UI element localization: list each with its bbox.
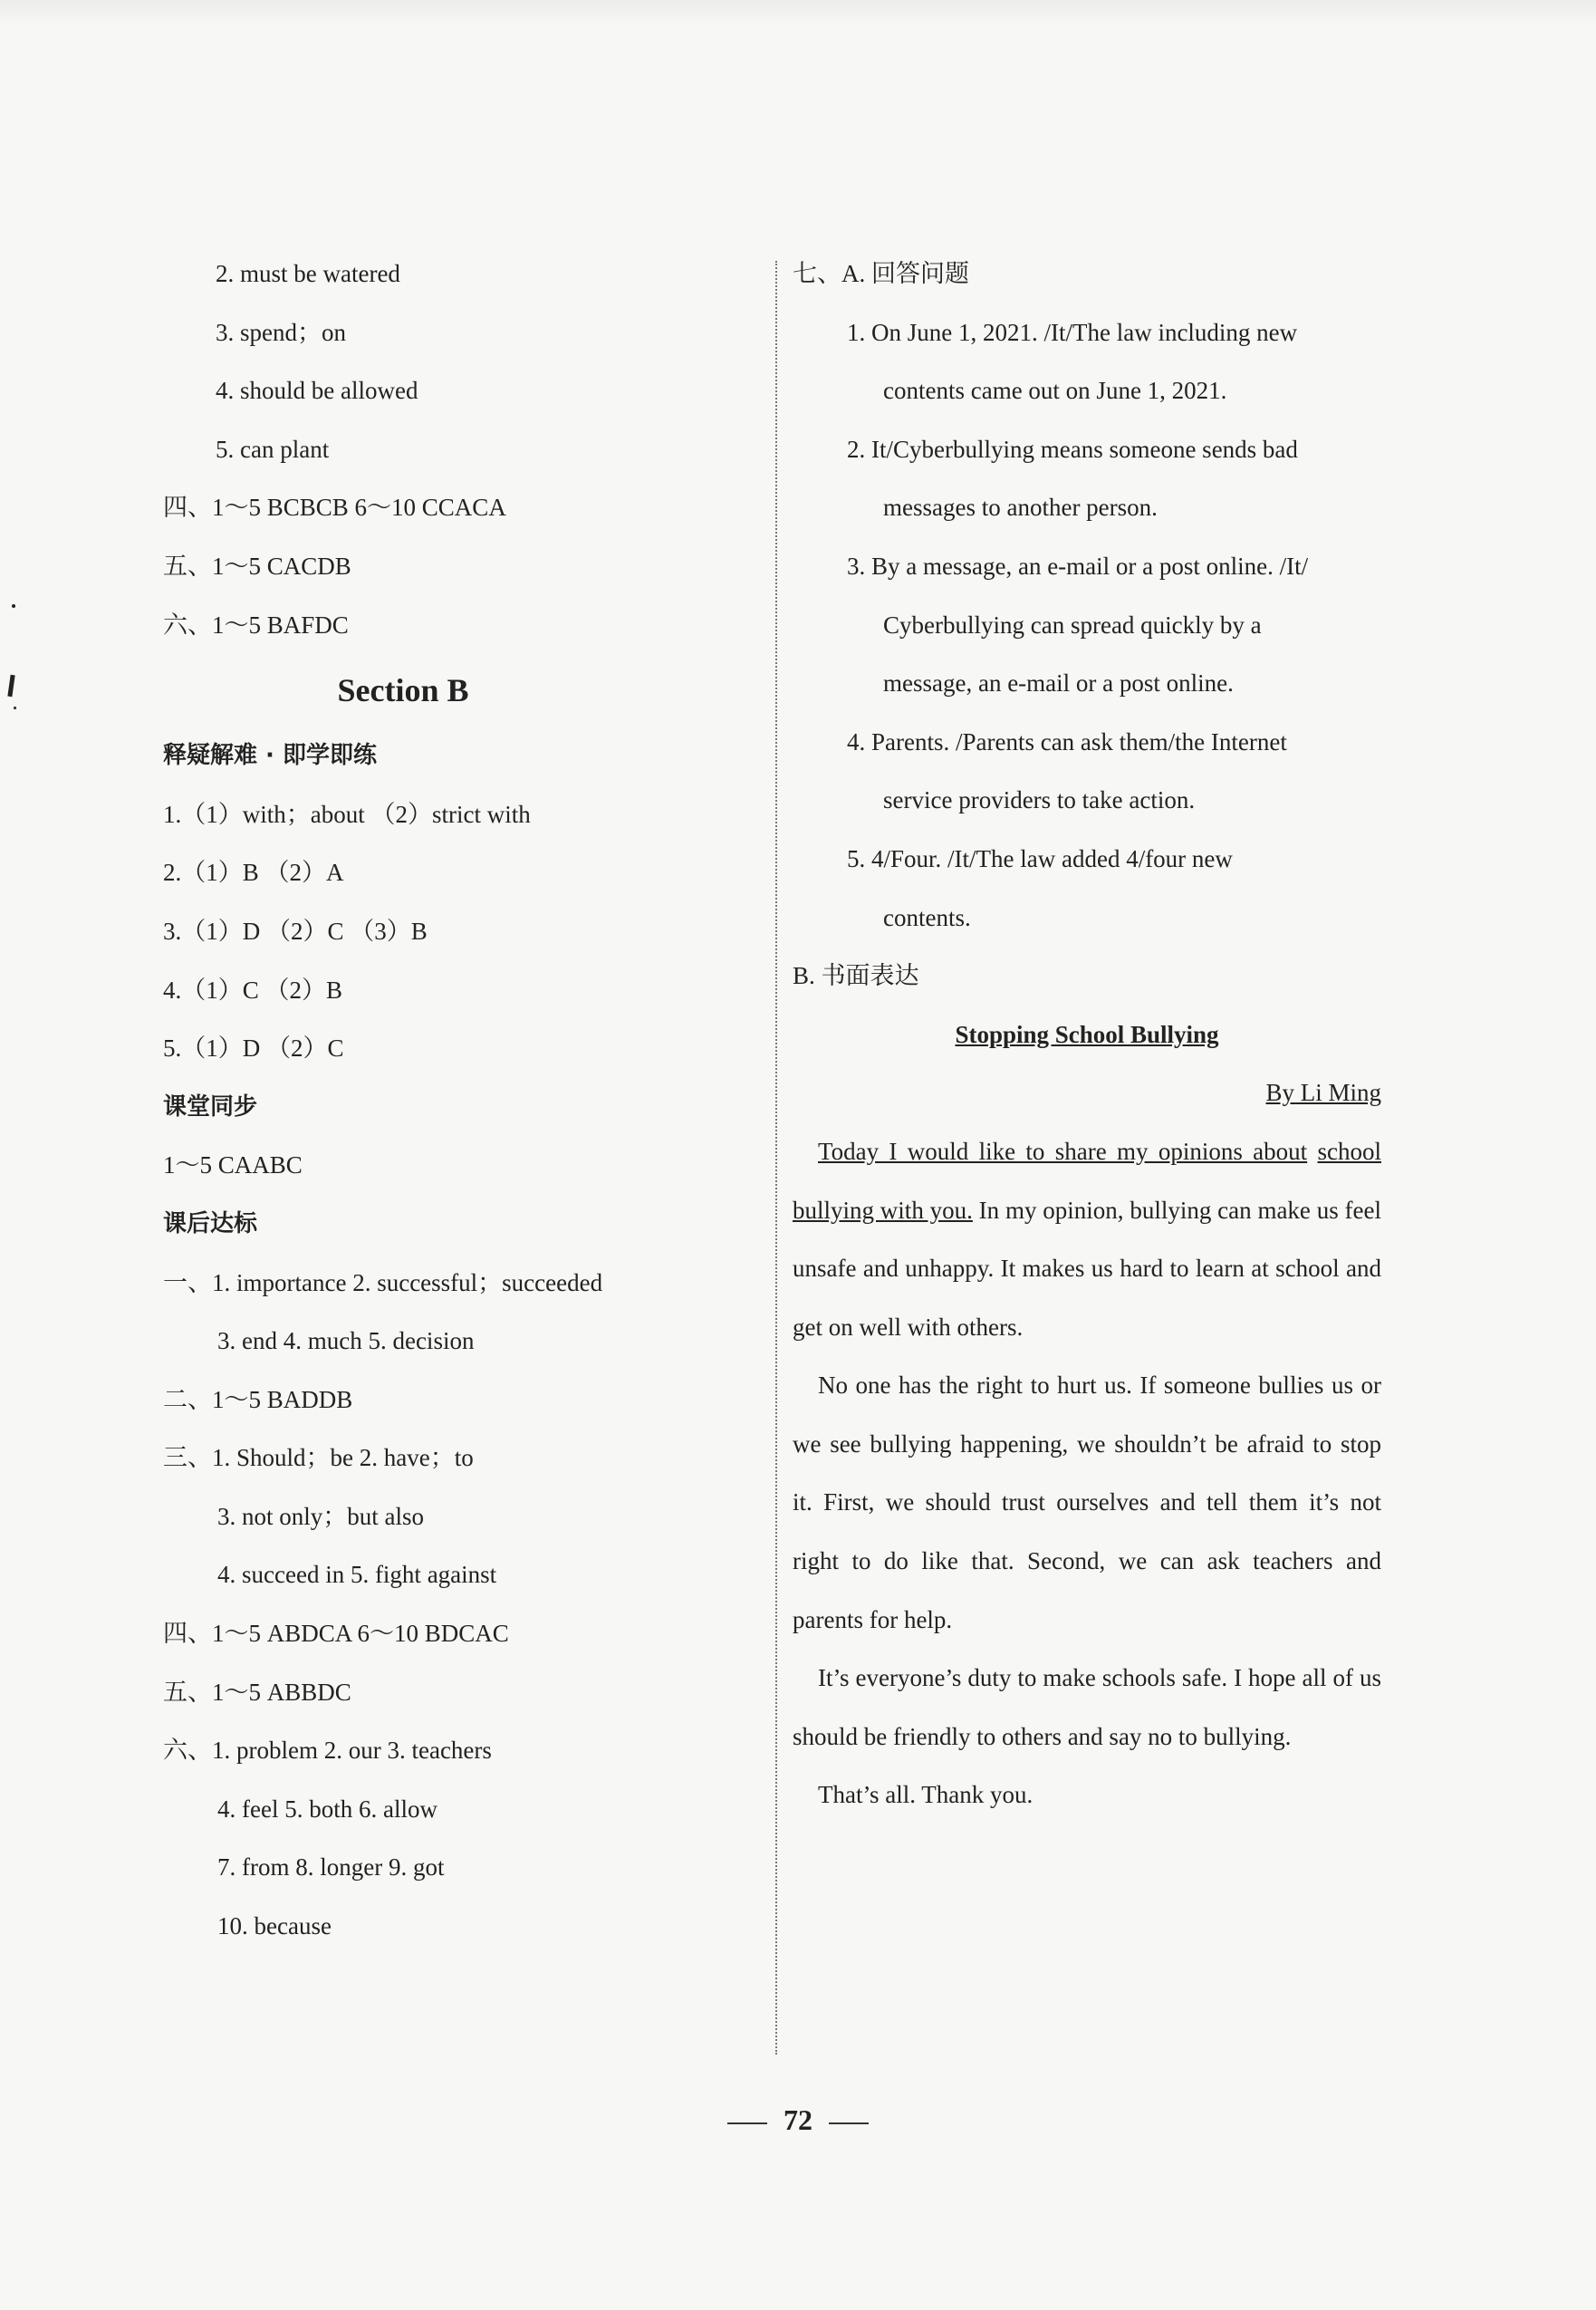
- column-divider: [775, 261, 777, 2055]
- qa-continuation: contents.: [883, 903, 971, 931]
- answer-line: 4. should be allowed: [216, 377, 418, 405]
- footer-dash: [727, 2122, 767, 2124]
- page-footer: [0, 2097, 1596, 2142]
- essay-paragraph: It’s everyone’s duty to make schools safe. I hope all of us should be friendly to others and say no to bullying.: [793, 1664, 1381, 1750]
- qa-text: Parents. /Parents can ask them/the Internet: [871, 727, 1287, 756]
- answer-line: 五、1～5 CACDB: [163, 552, 351, 580]
- subsection-heading: 课后达标: [163, 1209, 258, 1237]
- qa-text: It/Cyberbullying means someone sends bad: [871, 435, 1298, 463]
- qa-continuation: message, an e-mail or a post online.: [883, 669, 1234, 698]
- right-column: [793, 245, 1381, 1824]
- answer-line: 4.（1）C （2）B: [163, 976, 343, 1004]
- qa-item: [793, 420, 1381, 479]
- qa-number: 2.: [847, 435, 866, 463]
- qa-item: [793, 537, 1381, 596]
- answer-line: 7. from 8. longer 9. got: [217, 1853, 445, 1882]
- subsection-heading: 课堂同步: [163, 1092, 258, 1121]
- qa-item: [793, 713, 1381, 772]
- qa-item: [793, 830, 1381, 889]
- essay-author: By Li Ming: [1265, 1079, 1381, 1107]
- qa-number: 5.: [847, 844, 866, 872]
- answer-line: 3. not only；but also: [217, 1502, 424, 1530]
- subsection-heading: 释疑解难 · 即学即练: [163, 742, 377, 770]
- part-b-label: B. 书面表达: [793, 962, 919, 990]
- answer-line: 四、1～5 BCBCB 6～10 CCACA: [163, 494, 506, 522]
- answer-line: 2. must be watered: [216, 260, 400, 287]
- qa-continuation: contents came out on June 1, 2021.: [883, 377, 1227, 405]
- answer-line: 三、1. Should；be 2. have；to: [163, 1444, 474, 1472]
- qa-item: [793, 303, 1381, 362]
- scan-mark: [7, 675, 14, 697]
- essay-underlined-text: Today I would like to share my opinions about: [818, 1137, 1308, 1165]
- part-a-label: 七、A. 回答问题: [793, 260, 969, 287]
- qa-continuation: Cyberbullying can spread quickly by a: [883, 611, 1262, 639]
- essay-underlined-text: school bullying with you.: [793, 1137, 1381, 1224]
- answer-line: 六、1～5 BAFDC: [163, 611, 349, 639]
- answer-line: 3.（1）D （2）C （3）B: [163, 917, 428, 945]
- qa-continuation: service providers to take action.: [883, 786, 1196, 814]
- left-column: [163, 245, 697, 1956]
- answer-line: 六、1. problem 2. our 3. teachers: [163, 1737, 492, 1765]
- answer-line: 一、1. importance 2. successful；succeeded: [163, 1268, 603, 1296]
- answer-line: 1～5 CAABC: [163, 1151, 303, 1179]
- scan-mark: [12, 604, 15, 608]
- qa-text: 4/Four. /It/The law added 4/four new: [871, 844, 1233, 872]
- essay-paragraph: No one has the right to hurt us. If someone bullies us or we see bullying happening, we shouldn’t be afraid to stop it. First, we should trust ourselves and tell them it’s not right to do like that. Second, we can ask teachers and parents for help.: [793, 1372, 1381, 1633]
- answer-line: 2.（1）B （2）A: [163, 859, 344, 887]
- answer-line: 1.（1）with；about （2）strict with: [163, 800, 531, 828]
- answer-line: 3. spend；on: [216, 318, 346, 346]
- answer-line: 5.（1）D （2）C: [163, 1035, 344, 1063]
- page-top-shadow: [0, 0, 1596, 25]
- qa-number: 1.: [847, 318, 866, 346]
- essay-text: In my opinion, bullying can make us feel unsafe and unhappy. It makes us hard to learn at school and get on well with others.: [793, 1196, 1381, 1341]
- qa-text: By a message, an e-mail or a post online. /It/: [871, 552, 1309, 580]
- answer-line: 10. because: [217, 1912, 332, 1940]
- qa-text: On June 1, 2021. /It/The law including new: [871, 318, 1298, 346]
- page-number: 72: [784, 2103, 812, 2136]
- qa-number: 3.: [847, 552, 866, 580]
- qa-continuation: messages to another person.: [883, 494, 1158, 522]
- answer-line: 5. can plant: [216, 435, 330, 463]
- section-title: Section B: [337, 672, 469, 709]
- answer-line: 4. succeed in 5. fight against: [217, 1561, 497, 1589]
- essay-title: Stopping School Bullying: [955, 1020, 1219, 1048]
- essay-paragraph: [793, 1122, 1381, 1356]
- answer-line: 四、1～5 ABDCA 6～10 BDCAC: [163, 1620, 509, 1648]
- footer-dash: [829, 2122, 869, 2124]
- qa-number: 4.: [847, 727, 866, 756]
- answer-line: 二、1～5 BADDB: [163, 1385, 353, 1413]
- answer-line: 4. feel 5. both 6. allow: [217, 1795, 437, 1823]
- answer-line: 五、1～5 ABBDC: [163, 1678, 351, 1706]
- scan-mark: [14, 707, 16, 709]
- essay-paragraph: That’s all. Thank you.: [818, 1781, 1034, 1809]
- answer-line: 3. end 4. much 5. decision: [217, 1327, 475, 1355]
